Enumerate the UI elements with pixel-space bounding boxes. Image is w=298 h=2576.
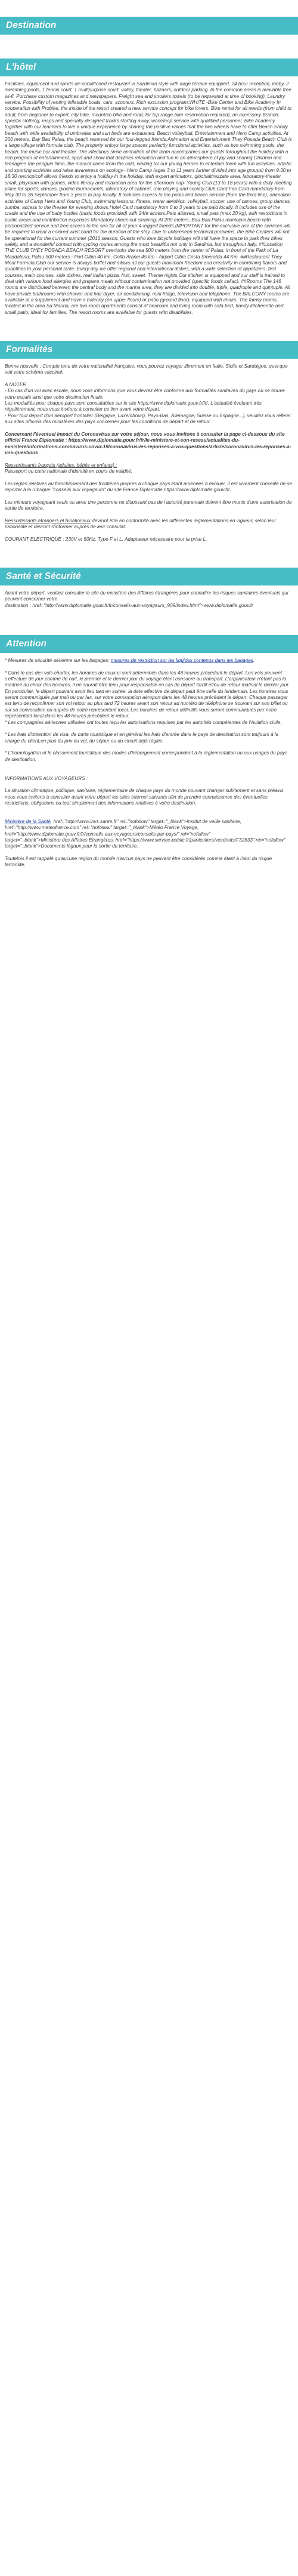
formalites-coronavirus: Concernant l'éventuel impact du Coronavirus sur votre séjour, nous vous invitons à consulter la page ci-dessous du site officiel France Diplomatie : https://www.diplomatie.gouv.fr/fr/le-ministere-et-son-reseau/actualites-du-ministere/informations-coronavirus-covid-19/coronavirus-les-reponses-a-vos-questions/article/coronavirus-les-reponses-a-vos-questions	[5, 431, 291, 455]
formalites-intro: Bonne nouvelle : Compte tenu de votre nationalité française, vous pouvez voyager librement en Italie, Sicile et Sardaigne, quel que soit votre schéma vaccinal.	[5, 363, 288, 375]
formalites-note: A NOTER - En cas d'un vol avec escale, nous vous informons que vous devrez être conforme aux formalités sanitaires du pays où se trouve votre escale ainsi que votre destination finale. Les modalités pour chaque pays sont consultables sur le site https://www.diplomatie.gouv.fr/fr/. L'actualité évoluant très régulièrement, nous vous invitons à consulter ce lien avant votre départ. - Pour tout départ d'un aéroport frontalier (Belgique, Luxembourg, Pays-Bas, Allemagne, Suisse ou Espagne...), veuillez vous référer aux sites officiels des ministères des pays concernés pour les conditions de départ et de retour.	[5, 382, 291, 425]
formalites-nationals	[5, 463, 293, 475]
attention-baggage-pre: * Mesures de sécurité aérienne sur les bagages:	[5, 658, 111, 664]
liquids-restriction-link[interactable]: mesures de restriction sur les liquides contenus dans les bagages	[110, 658, 253, 664]
formalites-content	[0, 359, 298, 549]
section-header-destination: Destination	[0, 17, 298, 35]
formalites-nationals-head: Ressortissants français (adultes, bébés et enfants) :	[5, 462, 117, 468]
attention-situation: La situation climatique, politique, sanitaire, réglementaire de chaque pays du monde pouvant changer subitement et sans préavis nous vous invitons à consulter avant votre départ les sites Internet suivants afin de prendre connaissance des éventuelles restrictions, obligations ou tout simplement des informations relatives à votre destination.	[5, 788, 284, 806]
section-header-attention: Attention	[0, 635, 298, 653]
sante-content	[0, 586, 298, 615]
attention-visa: * Les frais d'obtention de visa, de carte touristique et en général les frais d'entrée dans le pays de destination sont toujours à la charge du client,en plus du prix du vol, du séjour ou du circuit déjà réglés.	[5, 732, 279, 744]
sante-text: Avant votre départ, veuillez consulter le site du ministère des Affaires étrangères pour connaître les risques sanitaires éventuels qui peuvent concerner votre destination : href="http://www.diplomatie.gouv.fr/fr/conseils-aux-voyageurs_909/index.html">www.diplomatie.gouv.fr	[5, 590, 288, 608]
section-header-sante: Santé et Sécurité	[0, 568, 298, 586]
attention-baggage-post: .	[253, 658, 255, 664]
formalites-minors: Les mineurs voyageant seuls ou avec une personne ne disposant pas de l'autorité parentale doivent être munis d'une autorisation de sortie de territoire.	[5, 499, 292, 511]
attention-homologation: * L'homologation et le classement touristique des modes d'hébergement correspondent à la réglementation ou aux usages du pays de destination.	[5, 750, 288, 762]
formalites-foreigners-body: devront être en conformité avec les différentes réglementations en vigueur, selon leur nationalité et devront s'informer auprès de leur consulat.	[5, 517, 277, 529]
attention-content	[0, 653, 298, 874]
ministere-sante-link[interactable]: Ministère de la Santé	[5, 818, 51, 824]
formalites-electric: COURANT ELECTRIQUE : 230V et 50Hz. Type F et L. Adaptateur nécessaire pour la prise L.	[5, 536, 207, 542]
hotel-description	[0, 76, 298, 322]
formalites-foreigners-head: Ressortissants étrangers et binationaux	[5, 517, 91, 523]
attention-info-title: INFORMATIONS AUX VOYAGEURS :	[5, 775, 88, 781]
section-header-formalites: Formalités	[0, 341, 298, 359]
attention-links-rest: , href="http://www.invs.sante.fr" rel="nofollow" target="_blank">Institut de veille sanitaire, href="http://www.meteofrance.com" rel="nofollow" target="_blank">Météo France Voyage, href="http://www.diplomatie.gouv.fr/fr/conseils-aux-voyageurs/conseils-par-pays/" rel="nofollow" target="_blank">Ministère des Affaires Étrangères, href="https://www.service-public.fr/particuliers/vosdroits/F32833" rel="nofollow" target="_blank">Documents légaux pour la sortie du territoire.	[5, 818, 285, 849]
section-header-hotel: L'hôtel	[0, 58, 298, 76]
formalites-nationals-body: Passeport ou carte nationale d'identité en cours de validité.	[5, 468, 133, 474]
attention-baggage	[5, 658, 293, 664]
hotel-text: Facilities, equipment and sports air-conditioned restaurant in Sardinian style with large terrace equipped, 24 hour reception, lobby, 2 swimming pools, 1 tennis court, 1 multipurpose court, volley, theater, bazaars, outdoor parking. In the common areas is available free wi-fi. Purchase custom magazines and newspapers. Freight sea and strollers towels (to be requested at time of booking). Laundry service. Possibility of renting inflatable boats, cars, scooters. Rich excursion program.WHITE -Bike Center and Bike Academy In cooperation with Probike, the inside of the resort created a new service concept for bike lovers. Bike rental for all needs (from child to adult, from beginner to expert, city bike, mountain bike and road, for top range bike reservation required), an accessory Branch, specific clothing, maps and specially designed tracks starting away, workshop service with qualified personnel. Bike Academy together with our teachers to live a unique experience by sharing the positive values that the two wheels have to offer.Beach Sandy beach with wide availability of umbrellas and sun beds are exhausted. Beach volleyball, Entertainment and Hero Camp activities. At 200 meters, Bay Bau Palau, the beach reserved for our four-legged friends.Animation and Entertainment They Posada Beach Club is a large village with formula club. The property enjoys large spaces perfectly functional activities, such as two swimming pools, the beach, the music bar and theater. The infectious smile animation of the team accompanies our guests throughout the holiday with a rich program of entertainment, sport and show that declines relaxation and fun in an atmosphere of joy and sharing.Children and teenagers the penguin Nino, the mascot came from the cold, waiting for our young heroes to entertain them with fun activities, artistic and sporting activities and raise awareness on ecology.- Hero Camp (ages 3 to 11 years further divided into age groups) from 9:30 to 18:30 restricpicoli allows friends to enjoy a holiday in the holiday, with expert animators, giochiattrezzate area, laboratory-theater small, playroom with games, video library and relaxation area for the afternoon nap- Young Club (13 to 18 years) with a daily meeting place for sports, dances, giochie tournaments, laboratory of cabaret, role playing and society.Club Card Fee Card mandatory from May 30 to 26 September from 3 years to pay locally. It includes access to the pools and beach service (from the third line), animation activities of Camp Hero and Young Club, swimming lessons, fitness, water aerobics, volleyball, soccer, use of canoes, group dances, zumba, access to the theater for evening shows.Hotel Card mandatory from 0 to 3 years to be paid locally. It includes use of the cradle and the use of baby bottles (basic foods provided) with 24hr access.Pets allowed, small pets (max 20 kg), with restrictions in public areas and contribution expenses Mandatory check-out cleaning: At 200 meters, Bau Bau Palau municipal beach with personalized service and free access to the sea for all of your 4-legged friends.IMPORTANT for the exclusive use of the services will be required to wear a colored wrist band for the duration of the stay. Due to unforeseen technical problems, the Bike Centers will not be operational for the current summer (2016 season. Guests who love bicycle holidays will still have the space to park their bikes safely, and a wonderful contact with cycling routes among the most beautiful not only in Sardinia, but throughout Italy. ##Location THE CLUB THEY POSADA BEACH RESORT overlooks the sea 500 meters from the center of Palau, in front of the Park of La Maddalena; Palau 500 meters - Port Olbia 40 km, Golfo Aranci 45 km - Airport Olbia Costa Smeralda 44 Km. ##Restaurant They Meal Formula Club our service is always buffet and allows all our guests maximum freedom and creativity in combining flavors and quantities to your personal taste. Every day we offer regional and international dishes, with a wide selection of appetizers, first courses, main courses, side dishes, real Italian pizza, fruit, sweet. Theme nights.Our kitchen is equipped and our staff is trained to deal with various food allergies and prepare meals without contamination not provided (specific foods celiac). ##Rooms The 146 rooms are distributed between the central body and the marina area, they are divided into double, triple, quadruple and quintuple. All have private bathrooms with shower and hair dryer, air conditioning, mini fridge, television and telephone. The BALCONY rooms are available at a supplement and have a balcony (on upper floors) or patio (ground floor), equipped with chairs. The family rooms, located in the area Sa Marina, are two-room apartments consist of bedroom and living room with sofa bed, handy kitchenette and small patio, ideal for families. The resort rooms are available for guests with disabilities.	[5, 81, 292, 315]
formalites-borders: Les règles relatives au franchissement des frontières propres à chaque pays étant amenées à évoluer, il est vivement conseillé de se reporter à la rubrique "conseils aux voyageurs" du site France Diplomatie,https://www.diplomatie.gouv.fr/.	[5, 480, 292, 492]
attention-terrorism: Toutefois il est rappelé qu'aucune région du monde n'aucun pays ne peuvent être considérés comme étant à l'abri du risque terroriste.	[5, 855, 272, 868]
attention-charter: * Dans le cas des vols charter, les horaires de ceux-ci sont déterminés dans les 48 heures précédant le départ. Les vols peuvent s'effectuer de jour comme de nuit, le premier et le dernier jour du voyage étant consacré au transport. L'organisateur n'étant pas la maîtrise du choix des horaires, il ne saurait être tenu pour responsable en cas de départ tardif et/ou de retour matinal le dernier jour. En particulier, le départ pouvant avoir lieu tard en soirée, la date effective de départ peut être celle du lendemain. Les horaires vous seront communiqués par mail ou par fax, sur votre convocation aéroport dans les 48 heures précédent le départ. Chaque passager est tenu de reconfirmer son vol retour au plus tard 72 heures avant son retour au numéro de téléphone se trouvant sur son billet ou sur sa convocation ou auprès de notre représentant local. Les horaires de retour définitifs vous seront communiqués par notre représentant local dans les 48 heures précédent le retour. * Les compagnies aériennes utilisées ont toutes reçu les autorisations requises par les autorités compétentes de l'Aviation civile.	[5, 670, 290, 725]
attention-links	[5, 813, 293, 850]
formalites-foreigners	[5, 518, 293, 531]
